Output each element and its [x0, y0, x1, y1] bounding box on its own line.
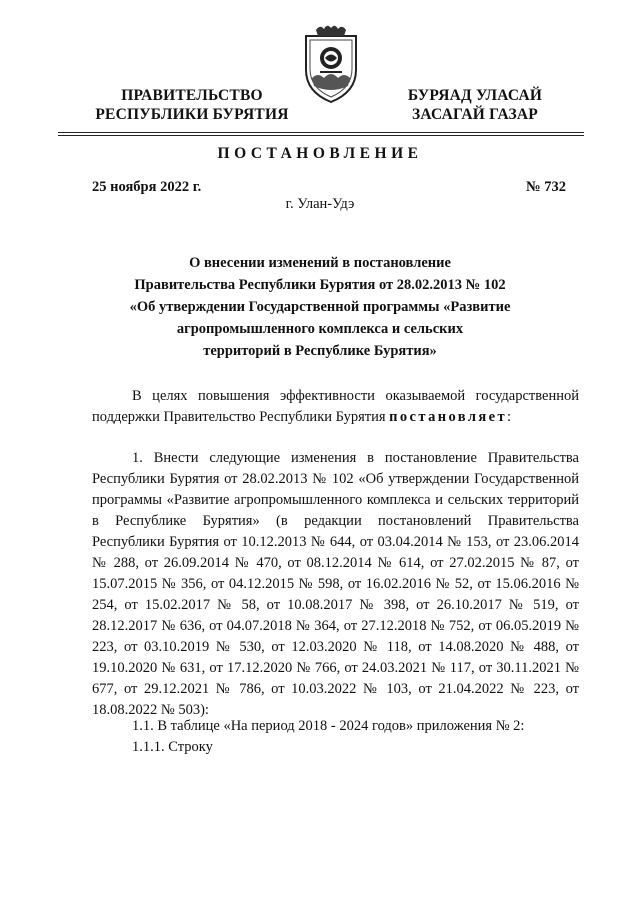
preamble-text: В целях повышения эффективности оказываемой государственной поддержки Правительство Республики Бурятия — [92, 388, 579, 425]
org-name-line: ЗАСАГАЙ ГАЗАР — [412, 106, 538, 123]
preamble-colon: : — [506, 409, 511, 425]
preamble-paragraph — [92, 386, 579, 428]
title-line: агропромышленного комплекса и сельских — [176, 321, 464, 337]
coat-of-arms-icon — [298, 22, 364, 104]
document-date: 25 ноября 2022 г. — [92, 179, 202, 195]
org-name-line: РЕСПУБЛИКИ БУРЯТИЯ — [95, 106, 289, 123]
document-title — [100, 252, 540, 362]
org-name-russian — [92, 86, 292, 124]
title-line: О внесении изменений в постановление — [189, 255, 451, 271]
org-name-line: ПРАВИТЕЛЬСТВО — [121, 87, 263, 104]
title-line: территорий в Республике Бурятия» — [203, 343, 437, 359]
document-city: г. Улан-Удэ — [285, 196, 355, 212]
item-1-1-1-paragraph: 1.1.1. Строку — [132, 739, 213, 755]
document-number: № 732 — [526, 179, 566, 195]
item-1-paragraph: 1. Внести следующие изменения в постановление Правительства Республики Бурятия от 28.02.2013 № 102 «Об утверждении Государственной программы «Развитие агропромышленного комплекса и сельских территорий в Республике Бурятия» (в редакции постановлений Правительства Республики Бурятия от 10.12.2013 № 644, от 03.04.2014 № 153, от 23.06.2014 № 288, от 26.09.2014 № 470, от 08.12.2014 № 614, от 27.02.2015 № 87, от 15.07.2015 № 356, от 04.12.2015 № 598, от 16.02.2016 № 52, от 15.06.2016 № 254, от 15.02.2017 № 58, от 10.08.2017 № 398, от 26.10.2017 № 519, от 28.12.2017 № 636, от 04.07.2018 № 364, от 27.12.2018 № 752, от 06.05.2019 № 223, от 03.10.2019 № 530, от 12.03.2020 № 118, от 14.08.2020 № 488, от 19.10.2020 № 631, от 17.12.2020 № 766, от 24.03.2021 № 117, от 30.11.2021 № 677, от 29.12.2021 № 786, от 10.03.2022 № 103, от 21.04.2022 № 223, от 18.08.2022 № 503): — [92, 450, 579, 718]
header-divider — [58, 132, 584, 136]
org-name-buryat — [380, 86, 570, 124]
resolves-keyword: постановляет — [389, 409, 507, 425]
title-line: «Об утверждении Государственной программы «Развитие — [129, 299, 511, 315]
org-name-line: БУРЯАД УЛАСАЙ — [407, 87, 543, 104]
document-type: ПОСТАНОВЛЕНИЕ — [217, 145, 423, 162]
title-line: Правительства Республики Бурятия от 28.02.2013 № 102 — [134, 277, 506, 293]
item-1-1-paragraph: 1.1. В таблице «На период 2018 - 2024 годов» приложения № 2: — [132, 718, 525, 734]
